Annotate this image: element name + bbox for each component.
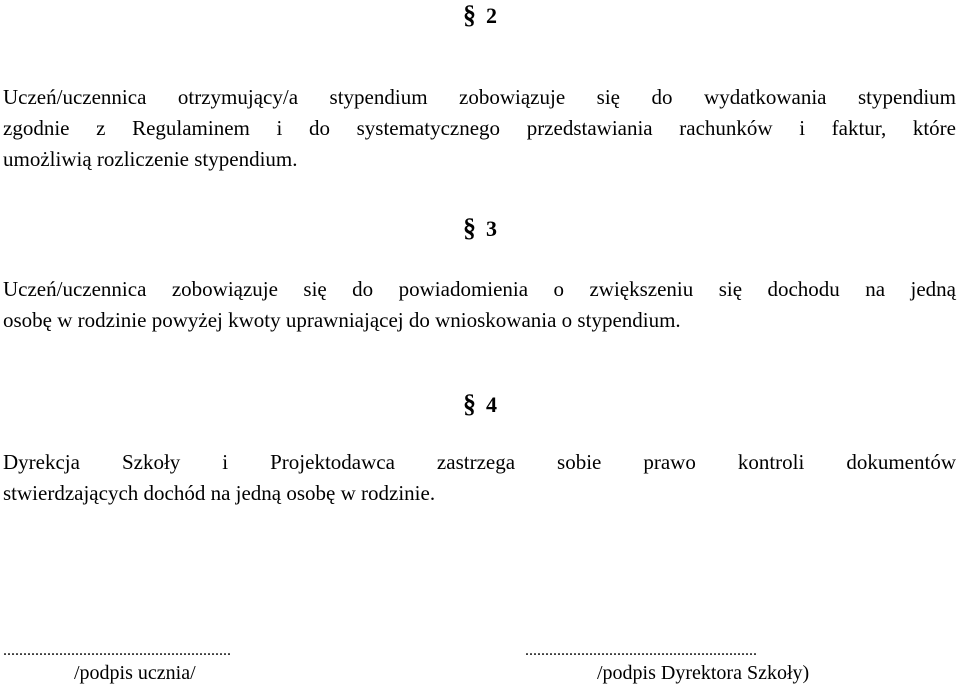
section-number: 4 bbox=[486, 392, 497, 417]
paragraph-4 bbox=[3, 447, 956, 509]
paragraph-line: Dyrekcja Szkoły i Projektodawca zastrzega sobie prawo kontroli dokumentów bbox=[3, 450, 956, 474]
section-heading-4 bbox=[0, 389, 960, 419]
section-heading-3 bbox=[0, 213, 960, 243]
director-signature-label: /podpis Dyrektora Szkoły) bbox=[597, 662, 810, 684]
paragraph-2 bbox=[3, 82, 956, 175]
paragraph-line: umożliwią rozliczenie stypendium. bbox=[3, 147, 298, 171]
paragraph-line: zgodnie z Regulaminem i do systematycznego przedstawiania rachunków i faktur, które bbox=[3, 116, 956, 140]
paragraph-line: Uczeń/uczennica otrzymujący/a stypendium zobowiązuje się do wydatkowania stypendium bbox=[3, 85, 956, 109]
paragraph-3 bbox=[3, 274, 956, 336]
section-number: 2 bbox=[486, 3, 497, 28]
paragraph-line: stwierdzających dochód na jedną osobę w rodzinie. bbox=[3, 481, 436, 505]
student-signature-label: /podpis ucznia/ bbox=[74, 662, 196, 684]
section-number: 3 bbox=[486, 216, 497, 241]
section-heading-2 bbox=[0, 0, 960, 30]
director-signature-line: .......................................................... bbox=[525, 642, 757, 659]
paragraph-line: osobę w rodzinie powyżej kwoty uprawniającej do wnioskowania o stypendium. bbox=[3, 308, 681, 332]
section-sign: § bbox=[463, 213, 476, 242]
section-sign: § bbox=[463, 0, 476, 29]
student-signature-line: ......................................................... bbox=[3, 642, 231, 659]
paragraph-line: Uczeń/uczennica zobowiązuje się do powiadomienia o zwiększeniu się dochodu na jedną bbox=[3, 277, 956, 301]
section-sign: § bbox=[463, 389, 476, 418]
